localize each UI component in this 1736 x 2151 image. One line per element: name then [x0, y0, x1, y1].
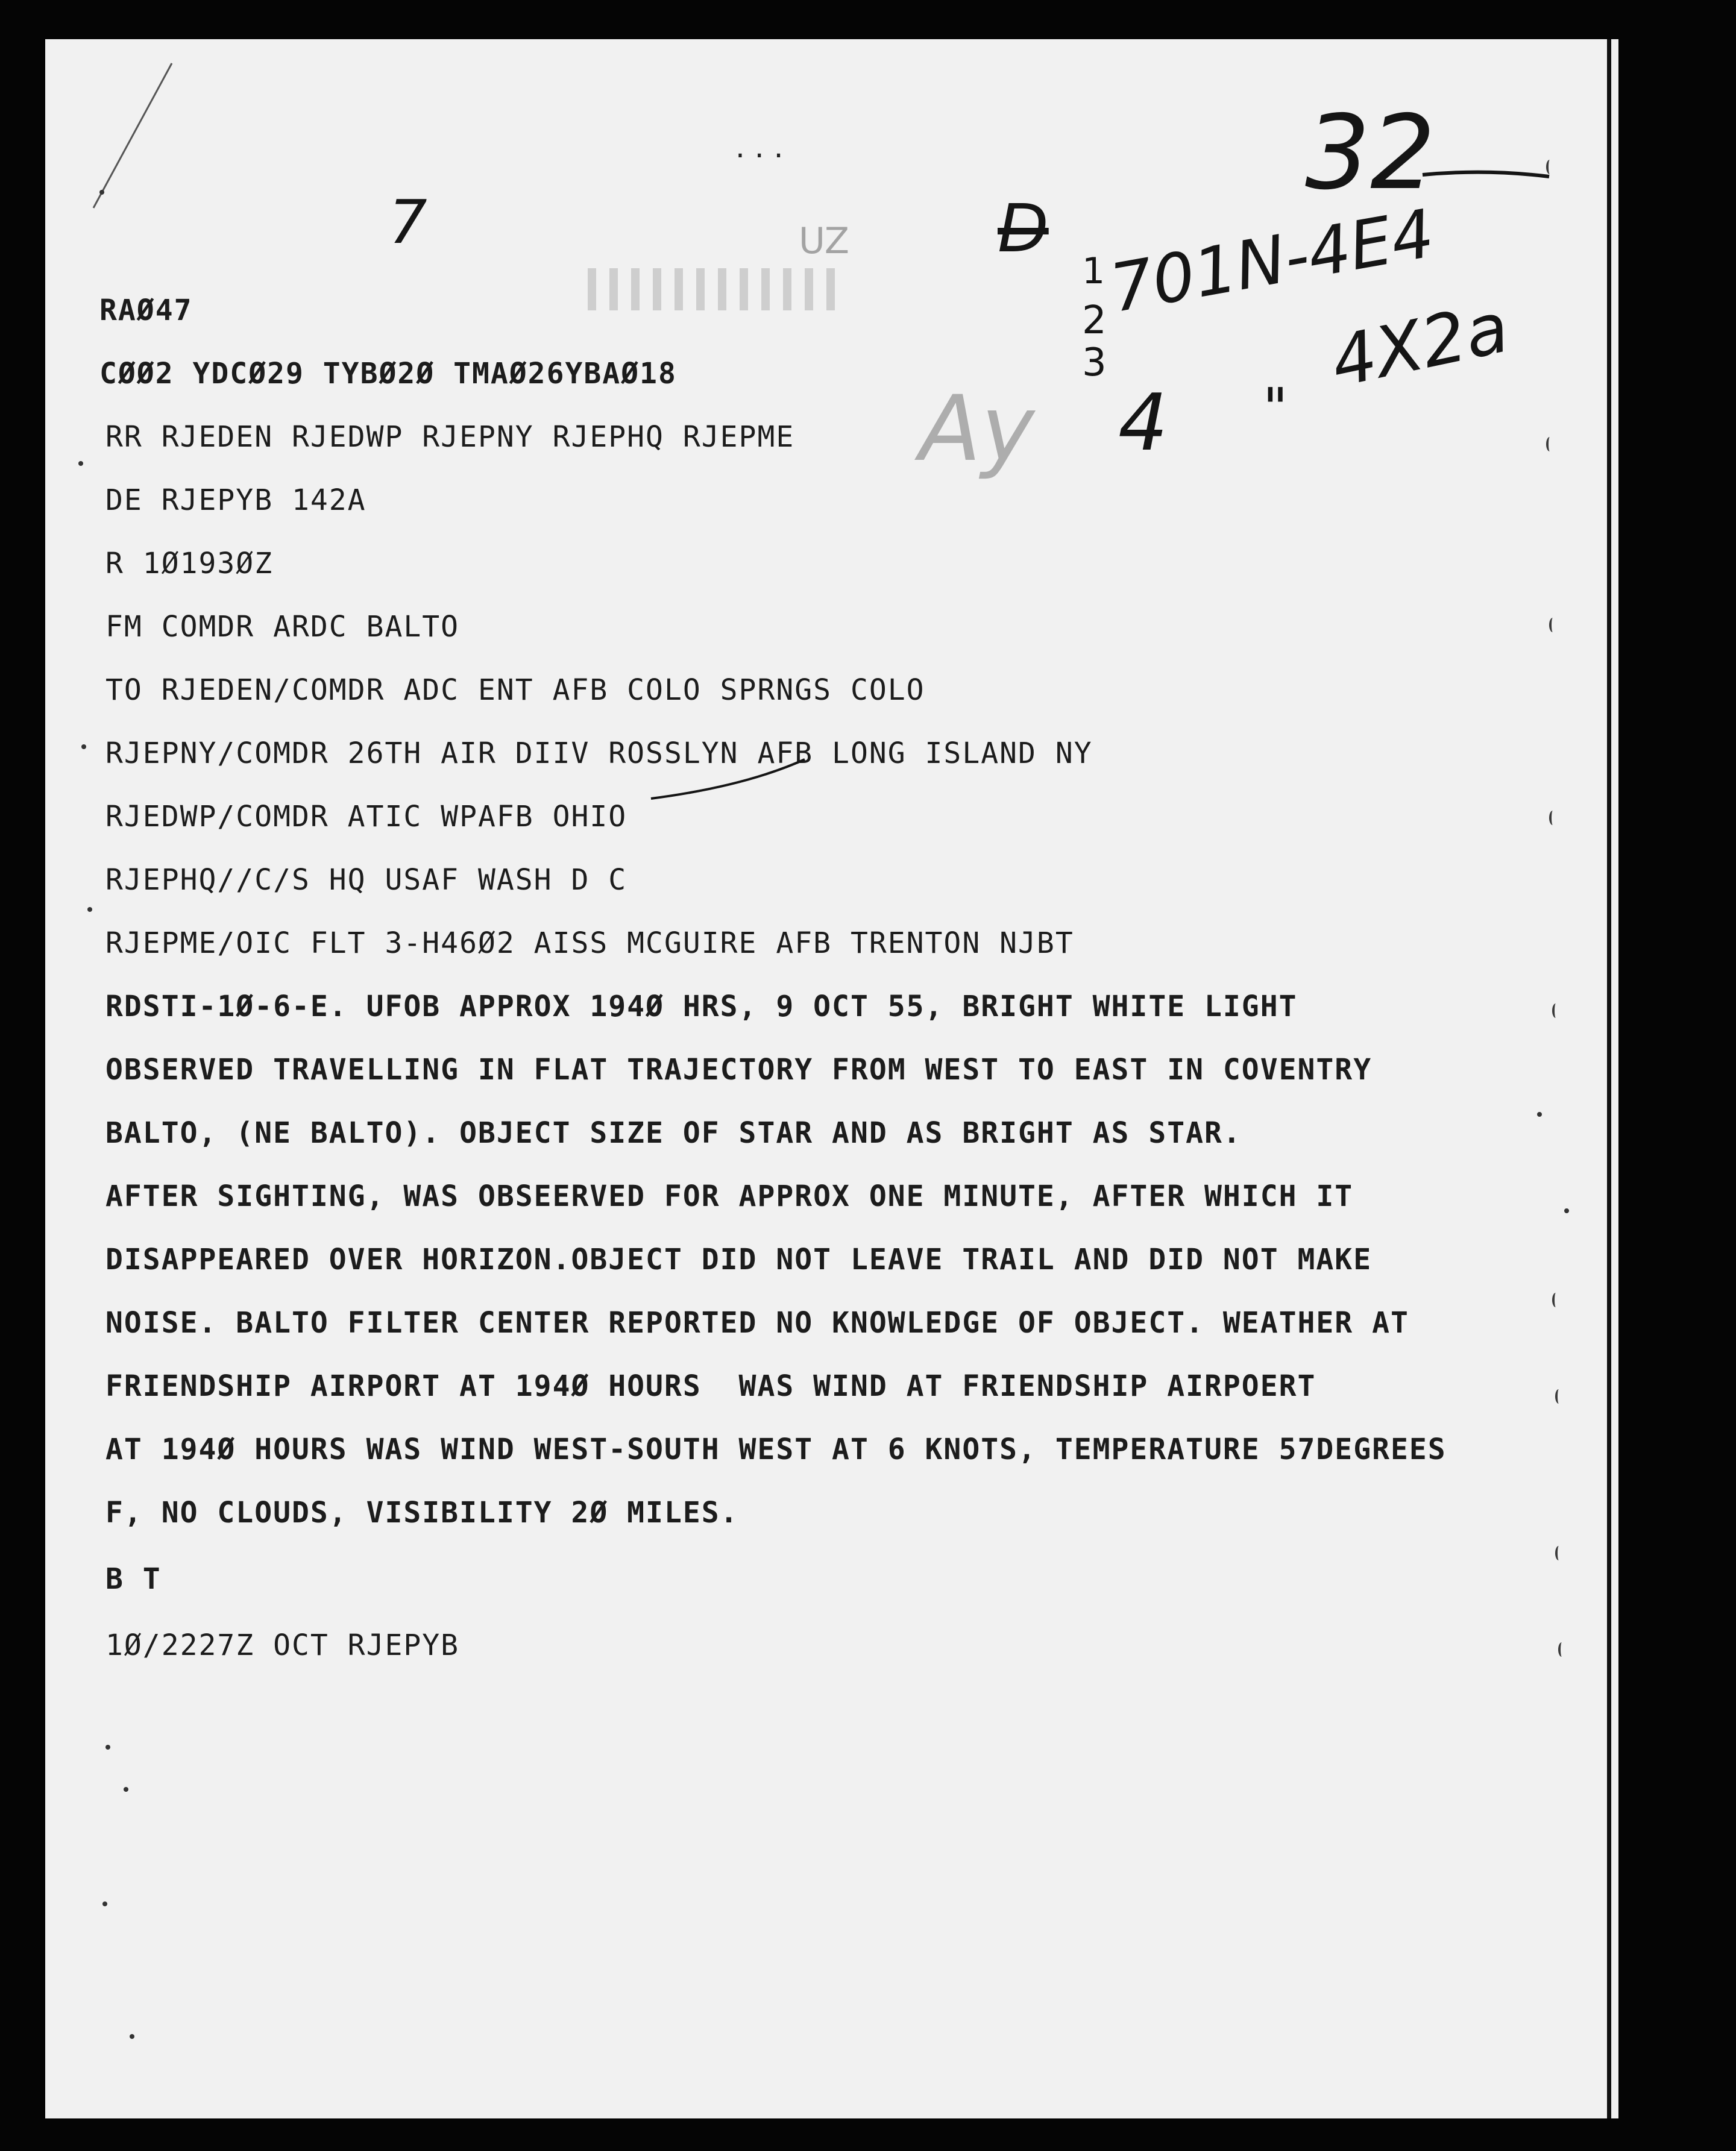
header-line: R 1Ø193ØZ	[105, 547, 274, 580]
speck	[87, 907, 92, 912]
top-dots: . . .	[735, 130, 784, 165]
header-line: CØØ2 YDCØ29 TYBØ2Ø TMAØ26YBAØ18	[99, 357, 677, 391]
edge-mark	[1546, 437, 1553, 451]
header-line: DE RJEPYB 142A	[105, 483, 366, 517]
handwritten-page-number: 32	[1305, 93, 1436, 213]
handwritten-crossed-mark: D	[998, 190, 1049, 267]
message-line: BALTO, (NE BALTO). OBJECT SIZE OF STAR AND AS BRIGHT AS STAR.	[105, 1116, 1242, 1150]
message-line: AT 194Ø HOURS WAS WIND WEST-SOUTH WEST AT 6 KNOTS, TEMPERATURE 57DEGREES	[105, 1433, 1447, 1466]
handwritten-initials: Ay	[919, 377, 1035, 482]
address-line: RJEPNY/COMDR 26TH AIR DIIV ROSSLYN AFB LONG ISLAND NY	[105, 736, 1093, 770]
speck	[1564, 1208, 1569, 1213]
edge-mark	[1555, 1546, 1562, 1560]
message-line: OBSERVED TRAVELLING IN FLAT TRAJECTORY FROM WEST TO EAST IN COVENTRY	[105, 1053, 1373, 1087]
address-line: FM COMDR ARDC BALTO	[105, 610, 460, 644]
message-line: RDSTI-1Ø-6-E. UFOB APPROX 194Ø HRS, 9 OCT 55, BRIGHT WHITE LIGHT	[105, 990, 1298, 1023]
received-stamp	[588, 268, 901, 341]
handwritten-file-code: 701N-4E4	[1104, 194, 1440, 327]
edge-mark	[1546, 160, 1553, 174]
pen-stroke	[648, 753, 829, 808]
speck	[78, 461, 83, 466]
header-line: RR RJEDEN RJEDWP RJEPNY RJEPHQ RJEPME	[105, 420, 795, 454]
message-line: F, NO CLOUDS, VISIBILITY 2Ø MILES.	[105, 1496, 739, 1530]
footer-line: B T	[105, 1562, 162, 1596]
address-line: TO RJEDEN/COMDR ADC ENT AFB COLO SPRNGS COLO	[105, 673, 925, 707]
edge-mark	[1549, 618, 1556, 632]
teletype-page	[45, 39, 1618, 2118]
handwritten-fraction-mid: 2	[1082, 298, 1107, 343]
handwritten-fraction-bottom: 3	[1082, 341, 1107, 385]
edge-mark	[1552, 1003, 1559, 1018]
footer-line: 1Ø/2227Z OCT RJEPYB	[105, 1628, 460, 1662]
message-line: DISAPPEARED OVER HORIZON.OBJECT DID NOT LEAVE TRAIL AND DID NOT MAKE	[105, 1243, 1373, 1276]
handwritten-small-mark: 7	[389, 187, 427, 257]
handwritten-ditto: "	[1263, 377, 1288, 440]
message-line: AFTER SIGHTING, WAS OBSEERVED FOR APPROX ONE MINUTE, AFTER WHICH IT	[105, 1179, 1354, 1213]
speck	[1537, 1112, 1542, 1117]
header-line: RAØ47	[99, 294, 193, 327]
handwritten-fraction-top: 1	[1082, 250, 1105, 292]
edge-mark	[1549, 811, 1556, 825]
address-line: RJEDWP/COMDR ATIC WPAFB OHIO	[105, 800, 627, 834]
page-number-underline	[1420, 166, 1552, 184]
handwritten-file-code-2: 4X2a	[1324, 287, 1516, 403]
speck	[102, 1901, 107, 1906]
speck	[130, 2034, 134, 2039]
speck	[105, 1745, 110, 1750]
stamp-text: UZ	[799, 220, 849, 262]
speck	[99, 190, 104, 195]
address-line: RJEPME/OIC FLT 3-H46Ø2 AISS MCGUIRE AFB TRENTON NJBT	[105, 926, 1074, 960]
message-line: FRIENDSHIP AIRPORT AT 194Ø HOURS WAS WIND AT FRIENDSHIP AIRPOERT	[105, 1369, 1316, 1403]
speck	[81, 744, 86, 749]
edge-mark	[1555, 1389, 1562, 1404]
edge-mark	[1558, 1642, 1565, 1657]
page-edge-rule	[1607, 39, 1611, 2118]
speck	[124, 1787, 128, 1792]
message-line: NOISE. BALTO FILTER CENTER REPORTED NO KNOWLEDGE OF OBJECT. WEATHER AT	[105, 1306, 1409, 1340]
handwritten-item-number: 4	[1118, 377, 1168, 468]
edge-mark	[1552, 1293, 1559, 1307]
address-line: RJEPHQ//C/S HQ USAF WASH D C	[105, 863, 627, 897]
